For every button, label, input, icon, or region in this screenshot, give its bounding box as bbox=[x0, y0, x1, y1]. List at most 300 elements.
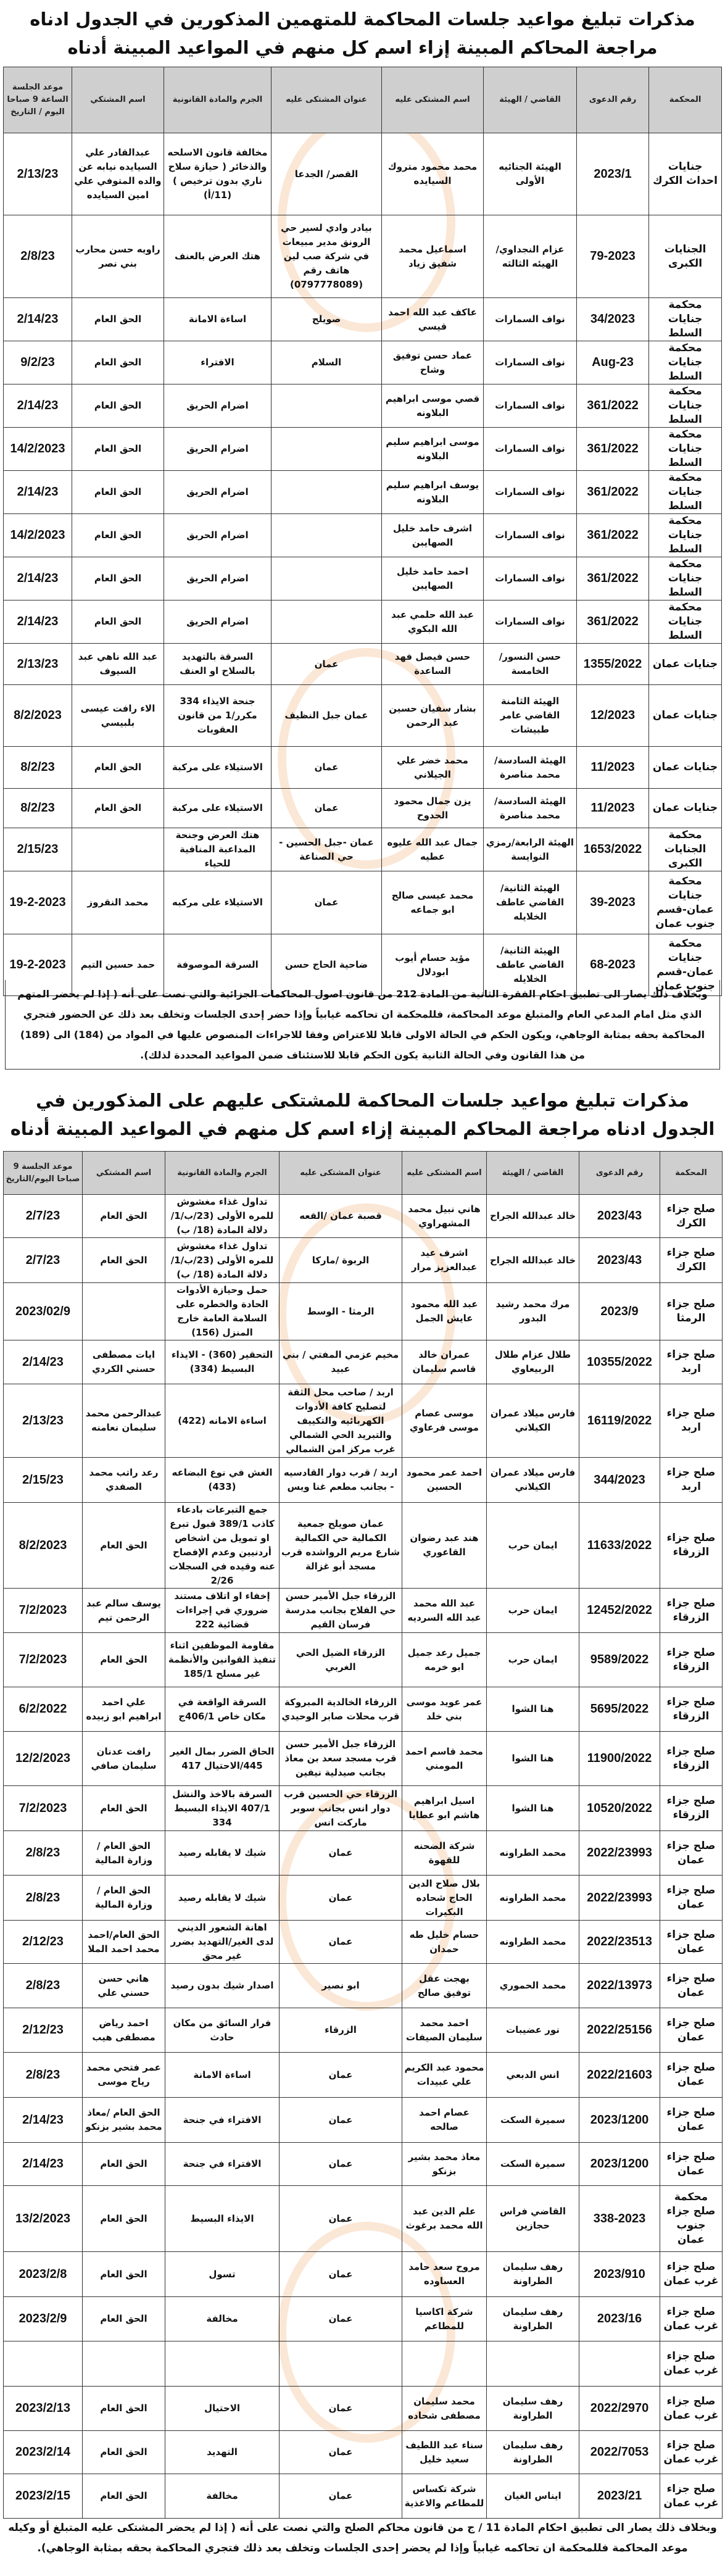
cell-judge: الهيئة الثانية/القاضي عاطف الخلايله bbox=[484, 934, 577, 996]
cell-case-number: 2022/23993 bbox=[579, 1831, 660, 1876]
cell-case-number: 2023/43 bbox=[579, 1238, 660, 1283]
cell-offense: اضرام الحريق bbox=[164, 471, 271, 514]
cell-court: صلح جزاء الرمثا bbox=[660, 1283, 723, 1340]
cell-complainant: محمد النقروز bbox=[72, 871, 164, 934]
cell-court: صلح جزاء اربد bbox=[660, 1458, 723, 1503]
cell-defendant-address: ضاحية الحاج حسن bbox=[271, 934, 382, 996]
cell-complainant: عبدالقادر علي السيايده نيابه عن والده المتوفي علي امين السيايده bbox=[72, 133, 164, 215]
cell-judge: الهيئة الجنائيه الأولى bbox=[484, 133, 577, 215]
table-row bbox=[4, 789, 722, 828]
cell-defendant-address: اربد / قرب دوار القادسيه - بجانب مطعم غنا ويس bbox=[280, 1458, 402, 1503]
cell-judge: فارس ميلاد عمران الكيلاني bbox=[487, 1384, 579, 1458]
cell-offense: الاستيلاء على مركبة bbox=[164, 747, 271, 789]
table-row bbox=[4, 1283, 723, 1340]
cell-case-number: 11/2023 bbox=[577, 789, 649, 828]
cell-session-date: 8/2/2023 bbox=[4, 1503, 83, 1589]
cell-offense: جنحة الايذاء 334 مكرر/1 من قانون العقوبات bbox=[164, 685, 271, 747]
cell-defendant-name: عبد الله محمد عبد الله السرديه bbox=[402, 1589, 487, 1633]
cell-defendant-name: موسى عصام موسى فرعاوي bbox=[402, 1384, 487, 1458]
cell-case-number: 2023/21 bbox=[579, 2474, 660, 2519]
table-row bbox=[4, 828, 722, 871]
cell-judge: ايناس الغيان bbox=[487, 2474, 579, 2519]
cell-complainant: هاني حسن حسني علي bbox=[83, 1964, 165, 2008]
cell-court: محكمة جنايات عمان-قسم جنوب عمان bbox=[649, 871, 722, 934]
cell-court: صلح جزاء غرب عمان bbox=[660, 2431, 723, 2474]
cell-judge: نواف السمارات bbox=[484, 341, 577, 384]
cell-session-date: 2/15/23 bbox=[4, 1458, 83, 1503]
cell-session-date: 2/13/23 bbox=[4, 644, 72, 685]
cell-judge: رهف سليمان الطراونة bbox=[487, 2297, 579, 2341]
section1-table bbox=[3, 67, 722, 996]
table-row bbox=[4, 557, 722, 600]
cell-defendant-name: محمد قاسم احمد المومني bbox=[402, 1732, 487, 1786]
cell-offense: التحقير (360) - الايذاء البسيط (334) bbox=[165, 1340, 280, 1384]
cell-case-number: 68-2023 bbox=[577, 934, 649, 996]
cell-defendant-name: بهجت عقل توفيق صالح bbox=[402, 1964, 487, 2008]
cell-judge: حسن النسور/ الخامسة bbox=[484, 644, 577, 685]
cell-case-number: 79-2023 bbox=[577, 215, 649, 298]
column-header-defendant-address: عنوان المشتكى عليه bbox=[280, 1152, 402, 1195]
cell-case-number: 5695/2022 bbox=[579, 1687, 660, 1732]
cell-defendant-name: اشرف عيد عبدالعزيز مرار bbox=[402, 1238, 487, 1283]
cell-case-number: 2022/25156 bbox=[579, 2008, 660, 2053]
cell-session-date: 19-2-2023 bbox=[4, 934, 72, 996]
cell-judge: الهيئة الثانية/القاضي عاطف الخلايله bbox=[484, 871, 577, 934]
cell-complainant: الحق العام bbox=[83, 2143, 165, 2186]
table-row bbox=[4, 1503, 723, 1589]
cell-session-date: 6/2/2022 bbox=[4, 1687, 83, 1732]
cell-offense: الغش في نوع البضاعه (433) bbox=[165, 1458, 280, 1503]
cell-defendant-address bbox=[271, 600, 382, 644]
cell-defendant-address: السلام bbox=[271, 341, 382, 384]
cell-judge: رهف سليمان الطراونة bbox=[487, 2387, 579, 2431]
cell-court: صلح جزاء الكرك bbox=[660, 1238, 723, 1283]
cell-defendant-name: جمال عبد الله عليوه عطيه bbox=[382, 828, 484, 871]
cell-session-date: 13/2/2023 bbox=[4, 2186, 83, 2252]
cell-complainant: عبد الله ناهي عبد السيوف bbox=[72, 644, 164, 685]
cell-session-date: 2/13/23 bbox=[4, 133, 72, 215]
cell-case-number: 11900/2022 bbox=[579, 1732, 660, 1786]
table-header-row bbox=[4, 1152, 723, 1195]
cell-offense: الافتراء في جنحة bbox=[165, 2098, 280, 2143]
cell-judge: الهيئة السادسة/محمد مناصرة bbox=[484, 789, 577, 828]
cell-session-date: 2/14/23 bbox=[4, 471, 72, 514]
cell-judge: الهيئة السادسة/محمد مناصرة bbox=[484, 747, 577, 789]
cell-offense: مخالفة bbox=[165, 2297, 280, 2341]
table-row bbox=[4, 384, 722, 428]
cell-complainant: الحق العام bbox=[72, 514, 164, 557]
cell-complainant: راويه حسن محارب بني نصر bbox=[72, 215, 164, 298]
column-header-judge: القاضي / الهيئة bbox=[487, 1152, 579, 1195]
cell-judge: هنا الشوا bbox=[487, 1786, 579, 1831]
cell-judge: فارس ميلاد عمران الكيلاني bbox=[487, 1458, 579, 1503]
cell-defendant-name: محمد خضر علي الجيلاني bbox=[382, 747, 484, 789]
cell-offense: اساءة الامانة bbox=[165, 2053, 280, 2098]
cell-case-number: 2022/13973 bbox=[579, 1964, 660, 2008]
cell-judge: نور عضيبات bbox=[487, 2008, 579, 2053]
cell-offense: الاحتيال bbox=[165, 2387, 280, 2431]
cell-offense: فرار السائق من مكان حادث bbox=[165, 2008, 280, 2053]
column-header-defendant-name: اسم المشتكى عليه bbox=[402, 1152, 487, 1195]
cell-offense: تسول bbox=[165, 2252, 280, 2297]
cell-judge: مرك محمد رشيد البدور bbox=[487, 1283, 579, 1340]
cell-session-date: 2/14/23 bbox=[4, 1340, 83, 1384]
table-row bbox=[4, 1589, 723, 1633]
cell-defendant-address: عمان bbox=[280, 2252, 402, 2297]
cell-defendant-name: اسماعيل محمد شفيق زياد bbox=[382, 215, 484, 298]
cell-complainant: الحق العام bbox=[72, 789, 164, 828]
cell-defendant-name: احمد عمر محمود الحسين bbox=[402, 1458, 487, 1503]
cell-defendant-name: عماد حسن توفيق وشاح bbox=[382, 341, 484, 384]
cell-session-date: 2023/2/14 bbox=[4, 2431, 83, 2474]
cell-judge: هنا الشوا bbox=[487, 1687, 579, 1732]
cell-court: صلح جزاء الزرقاء bbox=[660, 1633, 723, 1687]
cell-judge: خالد عبدالله الجراح bbox=[487, 1238, 579, 1283]
cell-complainant: الحق العام bbox=[72, 600, 164, 644]
cell-complainant: الحق العام bbox=[83, 2431, 165, 2474]
cell-offense: تداول غذاء مغشوش للمره الأولى (23/ب/1/دلالة المادة (18/ ب) bbox=[165, 1238, 280, 1283]
cell-offense: شيك لا يقابله رصيد bbox=[165, 1876, 280, 1921]
cell-court: محكمة جنايات السلط bbox=[649, 298, 722, 341]
cell-offense: إخفاء او اتلاف مستند ضروري في إجراءات قضائية 222 bbox=[165, 1589, 280, 1633]
cell-judge: نواف السمارات bbox=[484, 384, 577, 428]
column-header-session-date: موعد الجلسة 9 صباحا اليوم/التاريخ bbox=[4, 1152, 83, 1195]
cell-judge: ايمان حرب bbox=[487, 1589, 579, 1633]
cell-judge: طلال عزام طلال الربيعاوي bbox=[487, 1340, 579, 1384]
table-row bbox=[4, 600, 722, 644]
cell-court: صلح جزاء الزرقاء bbox=[660, 1503, 723, 1589]
cell-session-date: 2/12/23 bbox=[4, 1921, 83, 1964]
cell-court: صلح جزاء الزرقاء bbox=[660, 1589, 723, 1633]
cell-offense: اهانة الشعور الديني لدى الغير/التهديد بضرر غير محق bbox=[165, 1921, 280, 1964]
cell-session-date: 8/2/23 bbox=[4, 747, 72, 789]
cell-complainant: حمد حسين التيم bbox=[72, 934, 164, 996]
cell-defendant-name: حسن فيصل فهد الساعدة bbox=[382, 644, 484, 685]
table-row bbox=[4, 644, 722, 685]
table-row bbox=[4, 341, 722, 384]
cell-session-date: 2/8/23 bbox=[4, 1964, 83, 2008]
cell-session-date: 2023/2/8 bbox=[4, 2252, 83, 2297]
cell-defendant-name: معاذ محمد بشير بزنكو bbox=[402, 2143, 487, 2186]
cell-defendant-address: عمان bbox=[271, 747, 382, 789]
cell-complainant: الحق العام bbox=[83, 1503, 165, 1589]
cell-session-date: 7/2/2023 bbox=[4, 1589, 83, 1633]
cell-defendant-name: سناء عبد اللطيف سعيد خليل bbox=[402, 2431, 487, 2474]
cell-offense: تداول غذاء مغشوش للمره الأولى (23/ب/1/دلالة المادة (18/ ب) bbox=[165, 1195, 280, 1238]
cell-defendant-address: عمان bbox=[280, 1831, 402, 1876]
column-header-offense: الجرم والمادة القانونية bbox=[165, 1152, 280, 1195]
table-row bbox=[4, 2053, 723, 2098]
cell-complainant: رعد راتب محمد الصفدي bbox=[83, 1458, 165, 1503]
cell-defendant-address: صويلح bbox=[271, 298, 382, 341]
cell-case-number: 16119/2022 bbox=[579, 1384, 660, 1458]
cell-defendant-address: الزرقاء جبل الأمير حسن قرب مسجد سعد بن معاذ بجانب صيدلية نيفين bbox=[280, 1732, 402, 1786]
table-row bbox=[4, 215, 722, 298]
cell-offense: الافتراء في جنحة bbox=[165, 2143, 280, 2186]
cell-court: محكمة جنايات السلط bbox=[649, 341, 722, 384]
section2-legal-note: وبخلاف ذلك يصار الى تطبيق احكام المادة 11 / ج من قانون محاكم الصلح والتي نصت على أنه ( إذا لم يحضر المشتكى عليه المتبلغ أو وكيله موعد المحاكمة فللمحكمة ان تحاكمه غيابياً وإذا لم يحضر إحدى الجلسات وتخلف بعد ذلك فتجري المحاكمة بحقه بمثابة الوجاهي). bbox=[8, 2522, 717, 2554]
cell-court: جنايات عمان bbox=[649, 644, 722, 685]
table-row bbox=[4, 2431, 723, 2474]
cell-case-number bbox=[579, 2341, 660, 2387]
table-row bbox=[4, 1195, 723, 1238]
cell-defendant-name: عبد الله محمود عايش الجمل bbox=[402, 1283, 487, 1340]
cell-judge: الهيئة الرابعة/رمزي النوايسة bbox=[484, 828, 577, 871]
cell-judge: نواف السمارات bbox=[484, 514, 577, 557]
cell-judge bbox=[487, 2341, 579, 2387]
cell-defendant-address: عمان bbox=[280, 2186, 402, 2252]
cell-defendant-name: احمد محمد سليمان الصيفات bbox=[402, 2008, 487, 2053]
cell-offense: اضرام الحريق bbox=[164, 514, 271, 557]
cell-court: صلح جزاء عمان bbox=[660, 2098, 723, 2143]
cell-judge: سميرة السكت bbox=[487, 2098, 579, 2143]
cell-court: صلح جزاء عمان bbox=[660, 1964, 723, 2008]
cell-session-date: 2/8/23 bbox=[4, 215, 72, 298]
cell-case-number: 2022/23993 bbox=[579, 1876, 660, 1921]
cell-defendant-address: عمان bbox=[280, 2143, 402, 2186]
cell-defendant-address: عمان bbox=[280, 1921, 402, 1964]
cell-judge: نواف السمارات bbox=[484, 298, 577, 341]
cell-judge: عزام النجداوي/الهيئه الثالثه bbox=[484, 215, 577, 298]
cell-court: جنايات عمان bbox=[649, 789, 722, 828]
cell-court: صلح جزاء عمان bbox=[660, 1876, 723, 1921]
cell-session-date: 19-2-2023 bbox=[4, 871, 72, 934]
cell-offense: شيك لا يقابله رصيد bbox=[165, 1831, 280, 1876]
cell-court: الجنايات الكبرى bbox=[649, 215, 722, 298]
cell-court: صلح جزاء عمان bbox=[660, 1831, 723, 1876]
cell-defendant-address: عمان bbox=[280, 2474, 402, 2519]
cell-session-date: 2/14/23 bbox=[4, 600, 72, 644]
column-header-complainant: اسم المشتكي bbox=[83, 1152, 165, 1195]
table-row bbox=[4, 514, 722, 557]
cell-complainant: الحق العام bbox=[83, 1238, 165, 1283]
cell-complainant: الحق العام bbox=[72, 298, 164, 341]
cell-complainant: الحق العام bbox=[83, 2186, 165, 2252]
cell-judge: محمد الطراونه bbox=[487, 1921, 579, 1964]
cell-case-number: 361/2022 bbox=[577, 384, 649, 428]
cell-defendant-address: عمان bbox=[271, 871, 382, 934]
cell-offense: هتك العرض وجنحة المداعبة المنافية للحياء bbox=[164, 828, 271, 871]
section1-title: مذكرات تبليغ مواعيد جلسات المحاكمة للمتهمين المذكورين في الجدول ادناه مراجعة المحاكم المبينة إزاء اسم كل منهم في المواعيد المبينة أدناه bbox=[30, 9, 695, 58]
cell-defendant-name: بشار سفيان حسين عبد الرحمن bbox=[382, 685, 484, 747]
cell-defendant-name: محمود عبد الكريم علي عبيدات bbox=[402, 2053, 487, 2098]
table-row bbox=[4, 133, 722, 215]
cell-defendant-address: عمان bbox=[271, 789, 382, 828]
cell-offense: اصدار شيك بدون رصيد bbox=[165, 1964, 280, 2008]
cell-judge: نواف السمارات bbox=[484, 557, 577, 600]
cell-defendant-address: عمان bbox=[280, 1876, 402, 1921]
table-row bbox=[4, 2008, 723, 2053]
cell-complainant: الحق العام bbox=[83, 2474, 165, 2519]
cell-court: صلح جزاء عمان bbox=[660, 2143, 723, 2186]
cell-defendant-address: الزرقاء الضيل الحي الغربي bbox=[280, 1633, 402, 1687]
cell-court: جنايات عمان bbox=[649, 747, 722, 789]
cell-court: صلح جزاء اربد bbox=[660, 1340, 723, 1384]
cell-case-number: 361/2022 bbox=[577, 514, 649, 557]
cell-complainant: يوسف سالم عبد الرحمن تيم bbox=[83, 1589, 165, 1633]
cell-complainant: عبدالرحمن محمد سليمان نعامنه bbox=[83, 1384, 165, 1458]
cell-complainant bbox=[83, 2341, 165, 2387]
cell-defendant-name bbox=[402, 2341, 487, 2387]
cell-offense: السرقة بالاخذ والنشل 407/1 الايذاء البسيط 334 bbox=[165, 1786, 280, 1831]
cell-complainant: الحق العام bbox=[83, 2387, 165, 2431]
table-row bbox=[4, 2098, 723, 2143]
cell-offense: السرقة بالتهديد بالسلاح او العنف bbox=[164, 644, 271, 685]
cell-complainant: الحق العام bbox=[83, 1633, 165, 1687]
cell-court: صلح جزاء الزرقاء bbox=[660, 1687, 723, 1732]
cell-defendant-name: محمد محمود متروك السيايده bbox=[382, 133, 484, 215]
cell-offense: اضرام الحريق bbox=[164, 384, 271, 428]
cell-defendant-address: اربد / صاحب محل الثقة لتصليح كافة الأدوات الكهربائيه والتكييف والتبريد الحي الشمالي غرب مركز امن الشمالي bbox=[280, 1384, 402, 1458]
cell-defendant-name: احمد حامد خليل الصهايبن bbox=[382, 557, 484, 600]
column-header-offense: الجرم والمادة القانونية bbox=[164, 67, 271, 133]
cell-complainant: الحق العام bbox=[83, 2252, 165, 2297]
table-row bbox=[4, 2341, 723, 2387]
cell-defendant-name: موسى ابراهيم سليم البلاونه bbox=[382, 428, 484, 471]
column-header-court: المحكمة bbox=[660, 1152, 723, 1195]
cell-case-number: 2023/9 bbox=[579, 1283, 660, 1340]
cell-defendant-name: هاني نبيل محمد المشهراوي bbox=[402, 1195, 487, 1238]
table-row bbox=[4, 1921, 723, 1964]
cell-defendant-address: مخيم عزمي المفتي / بني عبيد bbox=[280, 1340, 402, 1384]
cell-session-date: 2/15/23 bbox=[4, 828, 72, 871]
cell-session-date: 2/8/23 bbox=[4, 1831, 83, 1876]
cell-case-number: 2023/1200 bbox=[579, 2143, 660, 2186]
table-row bbox=[4, 2474, 723, 2519]
cell-defendant-address: بيادر وادي لسير حي الرونق مدير مبيعات في شركة صب لين هاتف رقم (0797778089) bbox=[271, 215, 382, 298]
table-row bbox=[4, 1831, 723, 1876]
cell-defendant-name: محمد عيسى صالح ابو جماعه bbox=[382, 871, 484, 934]
cell-complainant: الحق العام bbox=[72, 747, 164, 789]
cell-session-date: 8/2/2023 bbox=[4, 685, 72, 747]
cell-judge: خالد عبدالله الجراح bbox=[487, 1195, 579, 1238]
cell-case-number: 2023/1200 bbox=[579, 2098, 660, 2143]
cell-complainant: الحق العام bbox=[72, 341, 164, 384]
cell-case-number: Aug-23 bbox=[577, 341, 649, 384]
cell-court: صلح جزاء الزرقاء bbox=[660, 1786, 723, 1831]
cell-defendant-name: شركة الضحنه للقهوة bbox=[402, 1831, 487, 1876]
cell-court: جنايات عمان bbox=[649, 685, 722, 747]
column-header-defendant-address: عنوان المشتكى عليه bbox=[271, 67, 382, 133]
cell-complainant bbox=[83, 1283, 165, 1340]
cell-offense: التهديد bbox=[165, 2431, 280, 2474]
cell-court: صلح جزاء غرب عمان bbox=[660, 2297, 723, 2341]
table-row bbox=[4, 298, 722, 341]
cell-offense: اساءة الامانه (422) bbox=[165, 1384, 280, 1458]
cell-defendant-address bbox=[271, 557, 382, 600]
cell-defendant-name: مروح سعد حامد العساوده bbox=[402, 2252, 487, 2297]
column-header-case-number: رقم الدعوى bbox=[577, 67, 649, 133]
section2-table bbox=[3, 1151, 723, 2519]
cell-session-date: 2023/2/15 bbox=[4, 2474, 83, 2519]
cell-complainant: ايات مصطفى حسني الكردي bbox=[83, 1340, 165, 1384]
table-row bbox=[4, 1458, 723, 1503]
section2-title: مذكرات تبليغ مواعيد جلسات المحاكمة للمشتكى عليهم على المذكورين في الجدول ادناه مراجعة المحاكم المبينة إزاء اسم كل منهم في المواعيد المبينة أدناه bbox=[10, 1090, 715, 1139]
cell-defendant-address: الزرقاء جبل الأمير حسن حي الفلاح بجانب مدرسة فرسان القيم bbox=[280, 1589, 402, 1633]
cell-case-number: 12452/2022 bbox=[579, 1589, 660, 1633]
cell-case-number: 2023/16 bbox=[579, 2297, 660, 2341]
cell-court: صلح جزاء غرب عمان bbox=[660, 2474, 723, 2519]
cell-judge: هنا الشوا bbox=[487, 1732, 579, 1786]
cell-judge: نواف السمارات bbox=[484, 428, 577, 471]
column-header-case-number: رقم الدعوى bbox=[579, 1152, 660, 1195]
cell-defendant-address: عمان -جبل الحسين - حي الصناعة bbox=[271, 828, 382, 871]
table-row bbox=[4, 2186, 723, 2252]
cell-defendant-address bbox=[280, 2341, 402, 2387]
cell-session-date: 9/2/23 bbox=[4, 341, 72, 384]
table-row bbox=[4, 685, 722, 747]
cell-case-number: 12/2023 bbox=[577, 685, 649, 747]
cell-judge: محمد الطراونه bbox=[487, 1831, 579, 1876]
table-header-row bbox=[4, 67, 722, 133]
cell-defendant-address: الزرقاء bbox=[280, 2008, 402, 2053]
table-row bbox=[4, 1876, 723, 1921]
cell-defendant-name: يزن جمال محمود الحدوح bbox=[382, 789, 484, 828]
cell-complainant: الحق العام bbox=[72, 557, 164, 600]
cell-court: محكمة جنايات السلط bbox=[649, 600, 722, 644]
cell-defendant-name: عاكف عبد الله احمد قيسي bbox=[382, 298, 484, 341]
cell-court: صلح جزاء غرب عمان bbox=[660, 2387, 723, 2431]
cell-complainant: الحق العام bbox=[83, 1195, 165, 1238]
cell-defendant-address: الزرقاء الخالدية المبروكة قرب محلات صابر الوحيدي bbox=[280, 1687, 402, 1732]
cell-offense: اضرام الحريق bbox=[164, 600, 271, 644]
column-header-defendant-name: اسم المشتكى عليه bbox=[382, 67, 484, 133]
cell-session-date: 2/14/23 bbox=[4, 557, 72, 600]
cell-court: صلح جزاء الزرقاء bbox=[660, 1732, 723, 1786]
cell-defendant-address bbox=[271, 384, 382, 428]
cell-judge: نواف السمارات bbox=[484, 600, 577, 644]
table-row bbox=[4, 1687, 723, 1732]
cell-judge: رهف سليمان الطراونة bbox=[487, 2252, 579, 2297]
cell-case-number: 39-2023 bbox=[577, 871, 649, 934]
cell-session-date: 14/2/2023 bbox=[4, 428, 72, 471]
table-row bbox=[4, 1964, 723, 2008]
cell-session-date: 2/7/23 bbox=[4, 1195, 83, 1238]
cell-complainant: الحق العام/احمد محمد احمد الملا bbox=[83, 1921, 165, 1964]
cell-case-number: 2023/1 bbox=[577, 133, 649, 215]
cell-offense: اضرام الحريق bbox=[164, 557, 271, 600]
cell-session-date: 2/14/23 bbox=[4, 384, 72, 428]
cell-court: محكمة جنايات عمان-قسم جنوب عمان bbox=[649, 934, 722, 996]
cell-case-number: 344/2023 bbox=[579, 1458, 660, 1503]
cell-offense: مقاومة الموظفين اثناء تنفيذ القوانين والأنظمة غير مسلح 185/1 bbox=[165, 1633, 280, 1687]
cell-complainant: رافت عدنان سليمان صافي bbox=[83, 1732, 165, 1786]
cell-offense: الاستيلاء على مركبه bbox=[164, 871, 271, 934]
table-row bbox=[4, 471, 722, 514]
cell-judge: نواف السمارات bbox=[484, 471, 577, 514]
cell-case-number: 361/2022 bbox=[577, 557, 649, 600]
cell-defendant-name: عصام احمد صالحه bbox=[402, 2098, 487, 2143]
cell-offense: جمع التبرعات بادعاء كاذب 389/1 قبول تبرع او تمويل من اشخاص أردنيين وعدم الإفصاح عنه وقيده في السجلات 2/26 bbox=[165, 1503, 280, 1589]
cell-defendant-name: جميل رعد جميل ابو خرمه bbox=[402, 1633, 487, 1687]
cell-court: محكمة جنايات السلط bbox=[649, 514, 722, 557]
cell-defendant-address: عمان bbox=[280, 2098, 402, 2143]
table-row bbox=[4, 428, 722, 471]
cell-offense: حمل وحيازة الأدوات الحادة والخطره على السلامة العامة خارج المنزل (156) bbox=[165, 1283, 280, 1340]
cell-defendant-address: عمان bbox=[280, 2431, 402, 2474]
cell-defendant-name: شركة اكاسيا للمطاعم bbox=[402, 2297, 487, 2341]
column-header-session-date: موعد الجلسة الساعة 9 صباحا اليوم / التاريخ bbox=[4, 67, 72, 133]
cell-session-date: 2023/2/13 bbox=[4, 2387, 83, 2431]
cell-court: محكمة صلح جزاء جنوب عمان bbox=[660, 2186, 723, 2252]
cell-offense: السرقة الموصوفة bbox=[164, 934, 271, 996]
cell-case-number: 338-2023 bbox=[579, 2186, 660, 2252]
cell-session-date: 2/8/23 bbox=[4, 1876, 83, 1921]
cell-judge: محمد الحموري bbox=[487, 1964, 579, 2008]
cell-complainant: احمد رياض مصطفى هيب bbox=[83, 2008, 165, 2053]
cell-judge: الهيئة الثامنة القاضي عامر طبيشات bbox=[484, 685, 577, 747]
cell-offense bbox=[165, 2341, 280, 2387]
